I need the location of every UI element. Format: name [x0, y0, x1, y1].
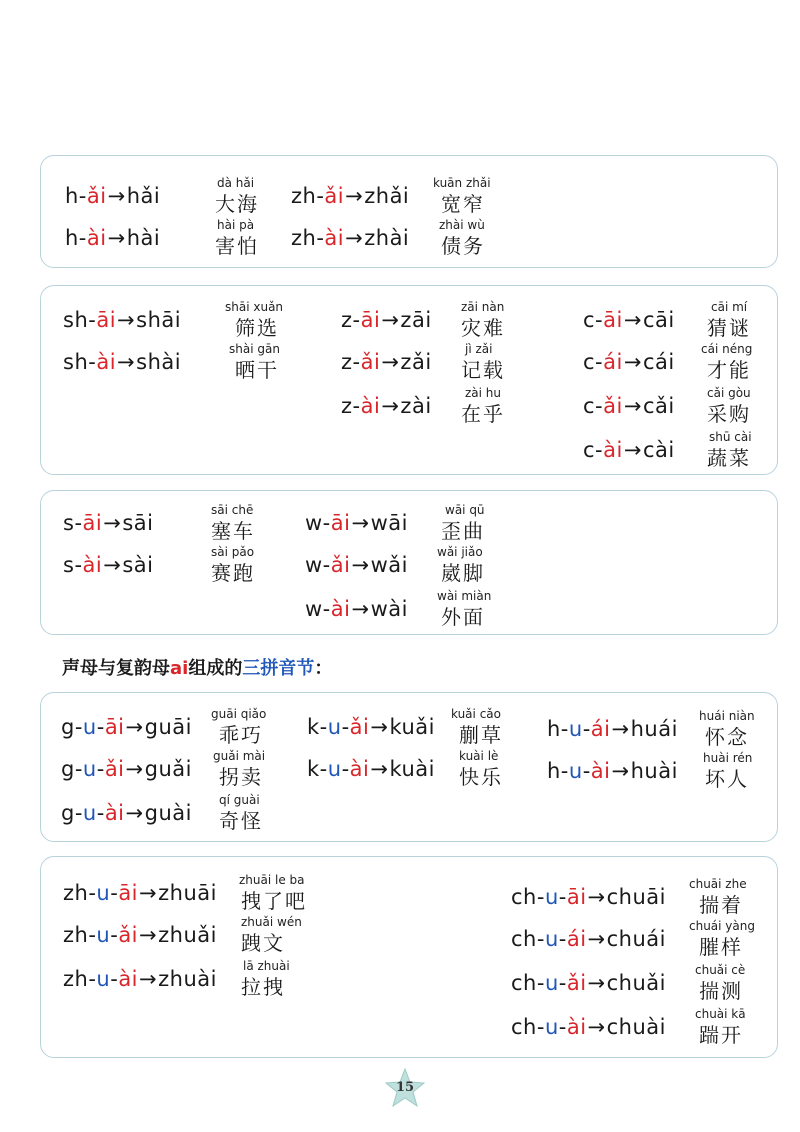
hanzi: 奇怪 — [219, 809, 263, 833]
page-number — [384, 1068, 426, 1108]
pinyin: cāi mí — [711, 300, 748, 314]
hanzi: 乖巧 — [219, 723, 263, 747]
hanzi: 揣测 — [699, 979, 743, 1003]
pinyin: guāi qiǎo — [211, 707, 267, 721]
pinyin: wài miàn — [437, 589, 492, 603]
pinyin: guǎi mài — [213, 749, 266, 763]
syllable-box-1: h-ǎi→hǎi dà hǎi 大海 h-ài→hài hài pà 害怕 zh-ǎi→zhǎi kuān zhǎi 宽窄 zh-ài→zhài zhài wù 债务 — [40, 155, 778, 268]
pinyin: wǎi jiǎo — [437, 545, 483, 559]
hanzi: 大海 — [215, 192, 259, 216]
pinyin: huài rén — [703, 751, 753, 765]
pinyin: hài pà — [217, 218, 255, 232]
section-title: 声母与复韵母ai组成的三拼音节： — [62, 658, 333, 679]
hanzi: 害怕 — [215, 234, 259, 258]
hanzi: 拉拽 — [241, 975, 285, 999]
hanzi: 坏人 — [705, 767, 749, 791]
pinyin: zāi nàn — [461, 300, 505, 314]
pinyin: kuǎi cǎo — [451, 707, 501, 721]
initial: h- — [65, 184, 87, 208]
hanzi: 拽了吧 — [241, 889, 307, 913]
syllable-box-4: g-u-āi→guāi guāi qiǎo 乖巧 g-u-ǎi→guǎi guǎi mài 拐卖 g-u-ài→guài qí guài 奇怪 k-u-ǎi→kuǎi kuǎi cǎo 蒯草 k-u-ài→kuài kuài lè 快乐 h-u-ái→huái huái niàn 怀念 h-u-ài→huài huài rén 坏人 — [40, 692, 778, 842]
pinyin: shài gān — [229, 342, 280, 356]
hanzi: 歪曲 — [441, 519, 485, 543]
hanzi: 蔬菜 — [707, 446, 751, 470]
hanzi: 踹开 — [699, 1023, 743, 1047]
pinyin: zhuāi le ba — [239, 873, 305, 887]
hanzi: 采购 — [707, 402, 751, 426]
pinyin: qí guài — [219, 793, 260, 807]
pinyin: chuǎi cè — [695, 963, 746, 977]
hanzi: 灾难 — [461, 316, 505, 340]
pinyin: chuāi zhe — [689, 877, 747, 891]
pinyin: huái niàn — [699, 709, 755, 723]
pinyin: shū cài — [709, 430, 752, 444]
hanzi: 跩文 — [241, 931, 285, 955]
hanzi: 筛选 — [235, 316, 279, 340]
pinyin: sài pǎo — [211, 545, 255, 559]
syllable-box-3: s-āi→sāi sāi chē 塞车 s-ài→sài sài pǎo 赛跑 w-āi→wāi wāi qū 歪曲 w-ǎi→wǎi wǎi jiǎo 崴脚 w-ài→wài wài miàn 外面 — [40, 490, 778, 635]
hanzi: 在乎 — [461, 402, 505, 426]
hanzi: 赛跑 — [211, 561, 255, 585]
hanzi: 揣着 — [699, 893, 743, 917]
pinyin: chuái yàng — [689, 919, 755, 933]
hanzi: 才能 — [707, 358, 751, 382]
syllable-box-2: sh-āi→shāi shāi xuǎn 筛选 sh-ài→shài shài gān 晒干 z-āi→zāi zāi nàn 灾难 z-ǎi→zǎi jì zǎi 记载 z-ài→zài zài hu 在乎 c-āi→cāi cāi mí 猜谜 c-ái→cái cái néng 才能 c-ǎi→cǎi cǎi gòu 采购 c-ài→cài shū cài 蔬菜 — [40, 285, 778, 475]
pinyin: wāi qū — [445, 503, 485, 517]
pinyin: dà hǎi — [217, 176, 255, 190]
syllable-box-5: zh-u-āi→zhuāi zhuāi le ba 拽了吧 zh-u-ǎi→zhuǎi zhuǎi wén 跩文 zh-u-ài→zhuài lā zhuài 拉拽 ch-u-āi→chuāi chuāi zhe 揣着 ch-u-ái→chuái chuái yàng 膗样 ch-u-ǎi→chuǎi chuǎi cè 揣测 ch-u-ài→chuài chuài kā 踹开 — [40, 856, 778, 1058]
pinyin: zài hu — [465, 386, 502, 400]
final: ǎi — [86, 184, 107, 208]
hanzi: 塞车 — [211, 519, 255, 543]
page-number-text: 15 — [395, 1080, 415, 1095]
hanzi: 怀念 — [705, 725, 749, 749]
hanzi: 外面 — [441, 605, 485, 629]
pinyin: zhài wù — [439, 218, 485, 232]
hanzi: 崴脚 — [441, 561, 485, 585]
result: hǎi — [126, 184, 161, 208]
pinyin: cái néng — [701, 342, 753, 356]
pinyin: kuān zhǎi — [433, 176, 491, 190]
hanzi: 晒干 — [235, 358, 279, 382]
hanzi: 膗样 — [699, 935, 743, 959]
hanzi: 拐卖 — [219, 765, 263, 789]
hanzi: 宽窄 — [441, 192, 485, 216]
hanzi: 蒯草 — [459, 723, 503, 747]
pinyin: lā zhuài — [243, 959, 290, 973]
hanzi: 猜谜 — [707, 316, 751, 340]
pinyin: sāi chē — [211, 503, 254, 517]
hanzi: 快乐 — [459, 765, 503, 789]
hanzi: 记载 — [461, 358, 505, 382]
pinyin: jì zǎi — [465, 342, 493, 356]
pinyin: kuài lè — [459, 749, 499, 763]
pinyin: cǎi gòu — [707, 386, 751, 400]
hanzi: 债务 — [441, 234, 485, 258]
pinyin: chuài kā — [695, 1007, 746, 1021]
pinyin: shāi xuǎn — [225, 300, 284, 314]
pinyin: zhuǎi wén — [241, 915, 302, 929]
